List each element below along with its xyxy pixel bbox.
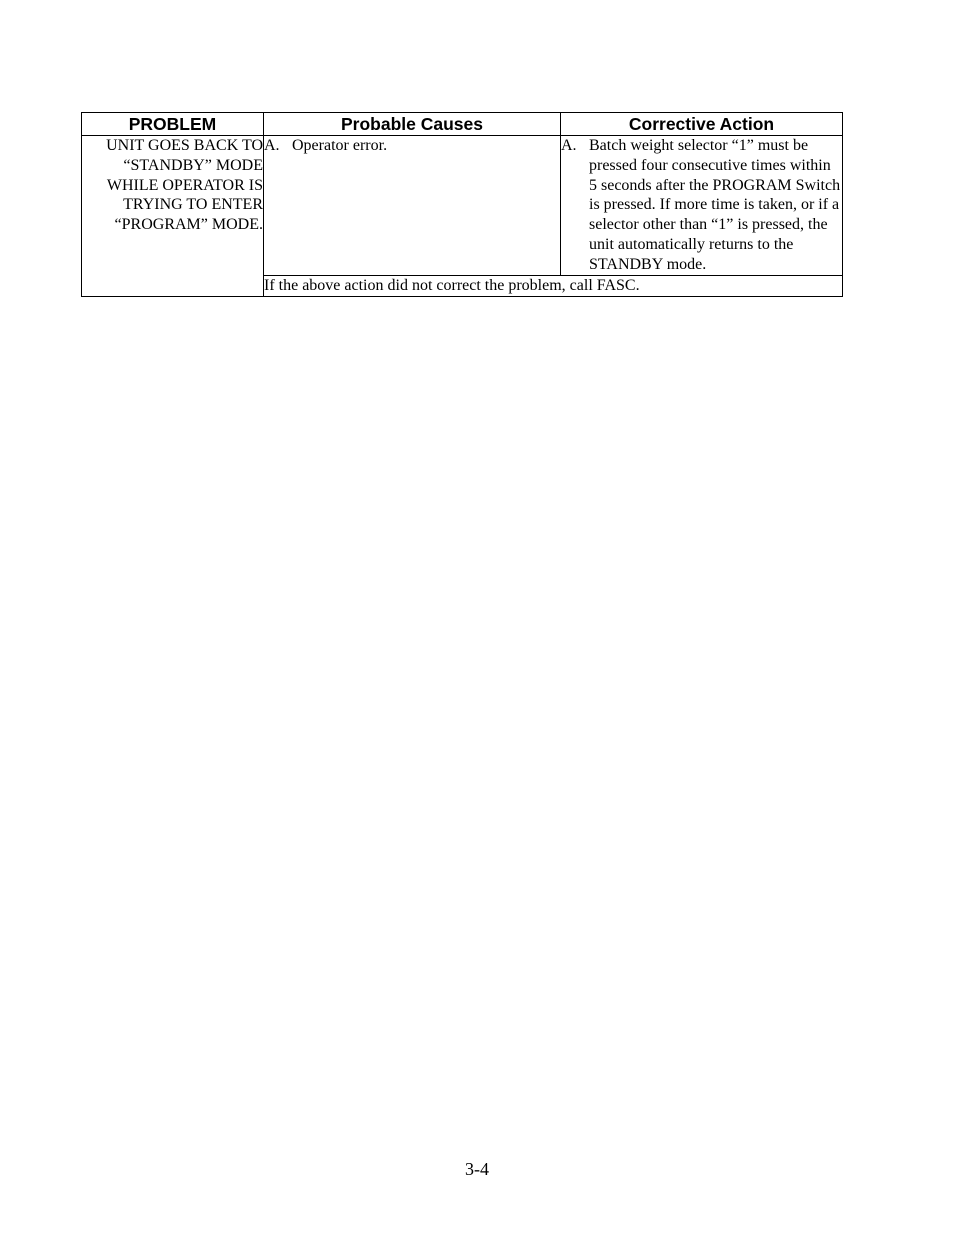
troubleshooting-table — [81, 112, 843, 297]
action-cell — [561, 136, 843, 276]
problem-text: UNIT GOES BACK TO “STANDBY” MODE WHILE OPERATOR IS TRYING TO ENTER “PROGRAM” MODE. — [106, 137, 263, 234]
table-header-row — [82, 113, 843, 136]
action-letter: A. — [561, 137, 577, 154]
header-problem: PROBLEM — [82, 113, 264, 136]
header-probable-causes: Probable Causes — [264, 113, 561, 136]
cause-cell — [264, 136, 561, 276]
cause-text: Operator error. — [292, 137, 388, 154]
footer-note: If the above action did not correct the problem, call FASC. — [264, 275, 843, 296]
page-number: 3-4 — [465, 1159, 489, 1179]
problem-cell — [82, 136, 264, 297]
table-row — [82, 136, 843, 276]
cause-item — [264, 136, 560, 156]
action-text: Batch weight selector “1” must be pressed four consecutive times within 5 seconds after the PROGRAM Switch is pressed. If more time is taken, or if a selector other than “1” is pressed, the unit automatically returns to the STANDBY mode. — [589, 137, 841, 273]
action-item — [561, 136, 842, 275]
header-corrective-action: Corrective Action — [561, 113, 843, 136]
cause-letter: A. — [264, 137, 280, 154]
